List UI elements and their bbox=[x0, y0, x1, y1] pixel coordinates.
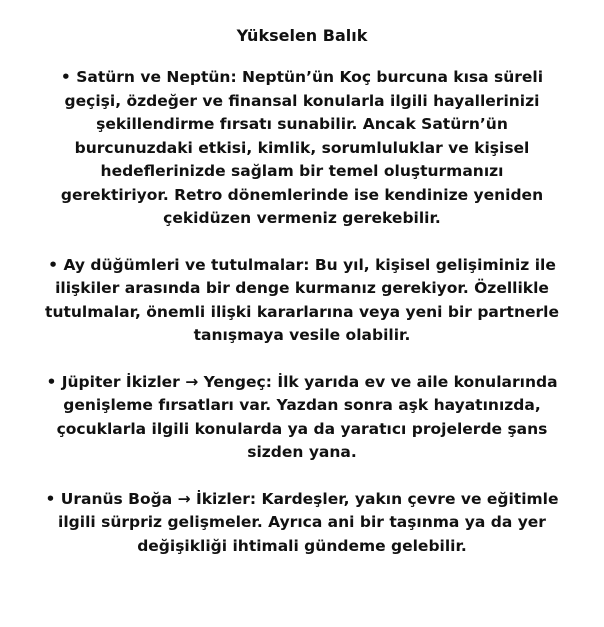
text-line: sizden yana. bbox=[247, 443, 357, 461]
text-line: • Satürn ve Neptün: Neptün’ün Koç burcuna kısa süreli bbox=[60, 68, 544, 86]
text-line: • Uranüs Boğa → İkizler: Kardeşler, yakın çevre ve eğitimle bbox=[45, 489, 559, 508]
text-line: genişleme fırsatları var. Yazdan sonra aşk hayatınızda, bbox=[63, 396, 541, 414]
text-line: ilişkiler arasında bir denge kurmanız gerekiyor. Özellikle bbox=[55, 279, 549, 297]
text-line: geçişi, özdeğer ve finansal konularla ilgili hayallerinizi bbox=[64, 91, 540, 110]
section-lunar-nodes-eclipses bbox=[18, 254, 586, 348]
text-line: şekillendirme fırsatı sunabilir. Ancak Satürn’ün bbox=[96, 115, 508, 133]
text-line: gerektiriyor. Retro dönemlerinde ise kendinize yeniden bbox=[60, 185, 544, 204]
text-line: çocuklarla ilgili konularda ya da yaratıcı projelerde şans bbox=[56, 419, 548, 438]
text-line: çekidüzen vermeniz gerekebilir. bbox=[163, 209, 441, 227]
text-line: hedeflerinizde sağlam bir temel oluşturmanızı bbox=[100, 162, 504, 180]
text-line: • Jüpiter İkizler → Yengeç: İlk yarıda ev ve aile konularında bbox=[46, 372, 558, 391]
text-line: tanışmaya vesile olabilir. bbox=[193, 326, 411, 344]
text-line: değişikliği ihtimali gündeme gelebilir. bbox=[137, 536, 467, 555]
text-line: • Ay düğümleri ve tutulmalar: Bu yıl, kişisel gelişiminiz ile bbox=[48, 255, 556, 274]
text-line: tutulmalar, önemli ilişki kararlarına veya yeni bir partnerle bbox=[45, 302, 559, 321]
section-jupiter bbox=[18, 371, 586, 465]
text-line: ilgili sürpriz gelişmeler. Ayrıca ani bir taşınma ya da yer bbox=[58, 513, 546, 531]
section-uranus bbox=[18, 488, 586, 559]
text-line: burcunuzdaki etkisi, kimlik, sorumluluklar ve kişisel bbox=[74, 138, 530, 157]
section-saturn-neptune bbox=[18, 66, 586, 231]
document-title: Yükselen Balık bbox=[236, 26, 368, 45]
